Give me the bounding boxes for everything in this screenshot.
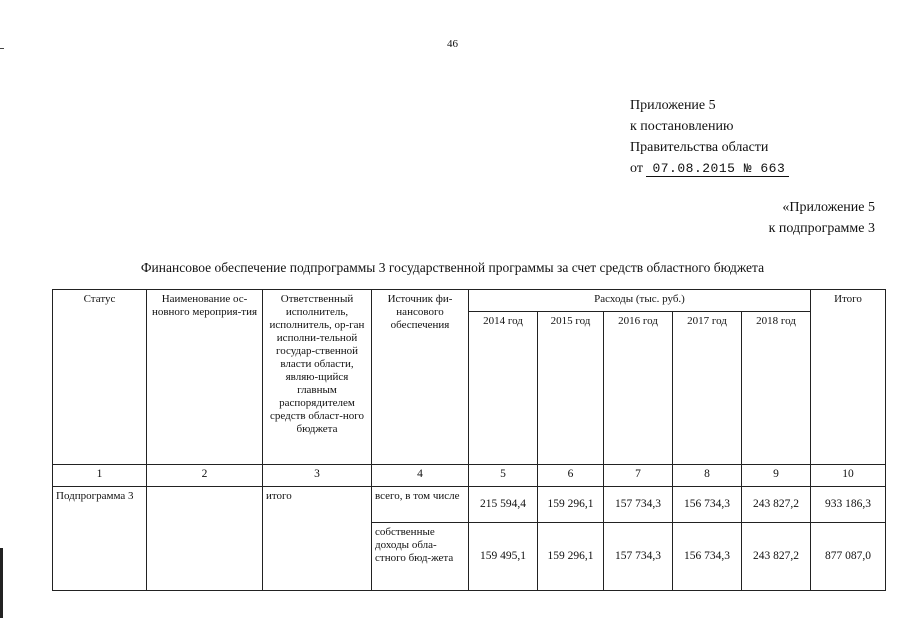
header-year: 2015 год (538, 312, 604, 465)
value-cell: 157 734,3 (604, 523, 673, 591)
header-responsible: Ответственный исполнитель, исполнитель, ор-ган исполни-тельной государ-ственной власти области, являю-щийся главным распорядителем средств област-ного бюджета (263, 290, 372, 465)
index-cell: 8 (673, 465, 742, 487)
appendix-date-line (630, 158, 789, 179)
header-status: Статус (53, 290, 147, 465)
appendix-line-2: к постановлению (630, 119, 734, 134)
value-cell: 243 827,2 (742, 523, 811, 591)
row-status: Подпрограмма 3 (53, 487, 147, 591)
appendix2-line-2: к подпрограмме 3 (768, 221, 875, 236)
index-cell: 7 (604, 465, 673, 487)
value-cell: 243 827,2 (742, 487, 811, 523)
value-cell: 157 734,3 (604, 487, 673, 523)
value-cell: 159 495,1 (469, 523, 538, 591)
index-cell: 5 (469, 465, 538, 487)
value-cell: 215 594,4 (469, 487, 538, 523)
index-cell: 6 (538, 465, 604, 487)
value-cell: 159 296,1 (538, 487, 604, 523)
index-row (53, 465, 886, 487)
row-name (147, 487, 263, 591)
header-expenses: Расходы (тыс. руб.) (469, 290, 811, 312)
row-source: собственные доходы обла-стного бюд-жета (372, 523, 469, 591)
scan-edge-mark (0, 548, 3, 618)
date-number: 07.08.2015 № 663 (646, 161, 789, 177)
index-cell: 4 (372, 465, 469, 487)
value-cell: 159 296,1 (538, 523, 604, 591)
total-cell: 933 186,3 (811, 487, 886, 523)
header-total: Итого (811, 290, 886, 465)
index-cell: 1 (53, 465, 147, 487)
index-cell: 9 (742, 465, 811, 487)
row-source: всего, в том числе (372, 487, 469, 523)
date-prefix: от (630, 161, 643, 176)
document-title: Финансовое обеспечение подпрограммы 3 государственной программы за счет средств областного бюджета (140, 260, 765, 275)
financing-table (52, 289, 886, 591)
header-year: 2014 год (469, 312, 538, 465)
appendix-line-3: Правительства области (630, 140, 769, 155)
value-cell: 156 734,3 (673, 523, 742, 591)
appendix2-line-1: «Приложение 5 (782, 200, 875, 215)
header-source: Источник фи-нансового обеспечения (372, 290, 469, 465)
appendix-block (630, 95, 789, 179)
index-cell: 10 (811, 465, 886, 487)
table-row (53, 487, 886, 523)
header-year: 2017 год (673, 312, 742, 465)
appendix-line-1: Приложение 5 (630, 98, 716, 113)
header-name: Наименование ос-новного мероприя-тия (147, 290, 263, 465)
appendix-subprogram-block (769, 197, 875, 239)
index-cell: 3 (263, 465, 372, 487)
total-cell: 877 087,0 (811, 523, 886, 591)
header-year: 2016 год (604, 312, 673, 465)
header-year: 2018 год (742, 312, 811, 465)
page-number: 46 (447, 38, 458, 50)
index-cell: 2 (147, 465, 263, 487)
row-responsible: итого (263, 487, 372, 591)
value-cell: 156 734,3 (673, 487, 742, 523)
